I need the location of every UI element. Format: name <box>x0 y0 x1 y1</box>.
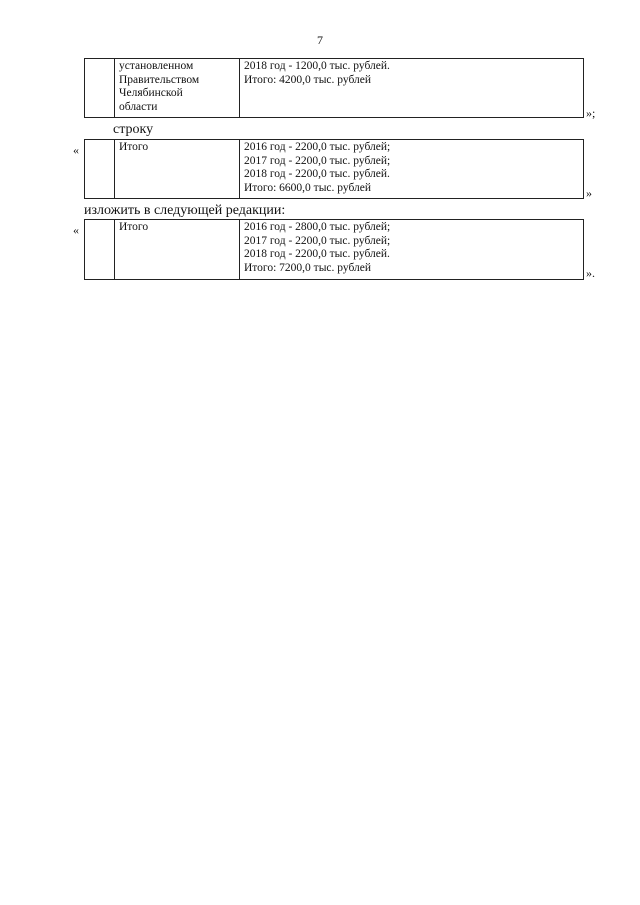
amount-line: 2016 год - 2800,0 тыс. рублей; <box>244 221 391 233</box>
close-quote: »; <box>586 106 596 120</box>
org-line: установленном <box>119 60 194 72</box>
amount-line: Итого: 7200,0 тыс. рублей <box>244 261 372 274</box>
empty-cell <box>85 59 115 118</box>
lead-text-edit: изложить в следующей редакции: <box>84 203 286 218</box>
amount-line: Итого: 6600,0 тыс. рублей <box>244 181 372 194</box>
amount-cell <box>240 140 584 199</box>
table-new-row <box>84 219 584 280</box>
amount-cell <box>240 59 584 118</box>
org-line: области <box>119 100 158 113</box>
close-quote: ». <box>586 266 595 280</box>
open-quote: « <box>73 143 79 157</box>
label-cell <box>115 140 240 199</box>
empty-cell <box>85 140 115 199</box>
amount-cell <box>240 220 584 280</box>
amount-line: 2016 год - 2200,0 тыс. рублей; <box>244 141 391 153</box>
open-quote: « <box>73 223 79 237</box>
empty-cell <box>85 220 115 280</box>
amount-line: 2018 год - 1200,0 тыс. рублей. <box>244 60 390 72</box>
close-quote: » <box>586 186 592 200</box>
amount-line: Итого: 4200,0 тыс. рублей <box>244 73 372 86</box>
org-line: Правительством <box>119 73 200 86</box>
org-cell <box>115 59 240 118</box>
page-number: 7 <box>317 33 323 47</box>
total-label: Итого <box>119 221 149 233</box>
table-old-row <box>84 139 584 199</box>
total-label: Итого <box>119 141 149 153</box>
amount-line: 2017 год - 2200,0 тыс. рублей; <box>244 234 391 247</box>
amount-line: 2018 год - 2200,0 тыс. рублей. <box>244 248 390 260</box>
org-line: Челябинской <box>119 87 183 99</box>
lead-text-line: строку <box>113 122 154 137</box>
label-cell <box>115 220 240 280</box>
table-continuation <box>84 58 584 118</box>
amount-line: 2018 год - 2200,0 тыс. рублей. <box>244 168 390 180</box>
amount-line: 2017 год - 2200,0 тыс. рублей; <box>244 154 391 167</box>
